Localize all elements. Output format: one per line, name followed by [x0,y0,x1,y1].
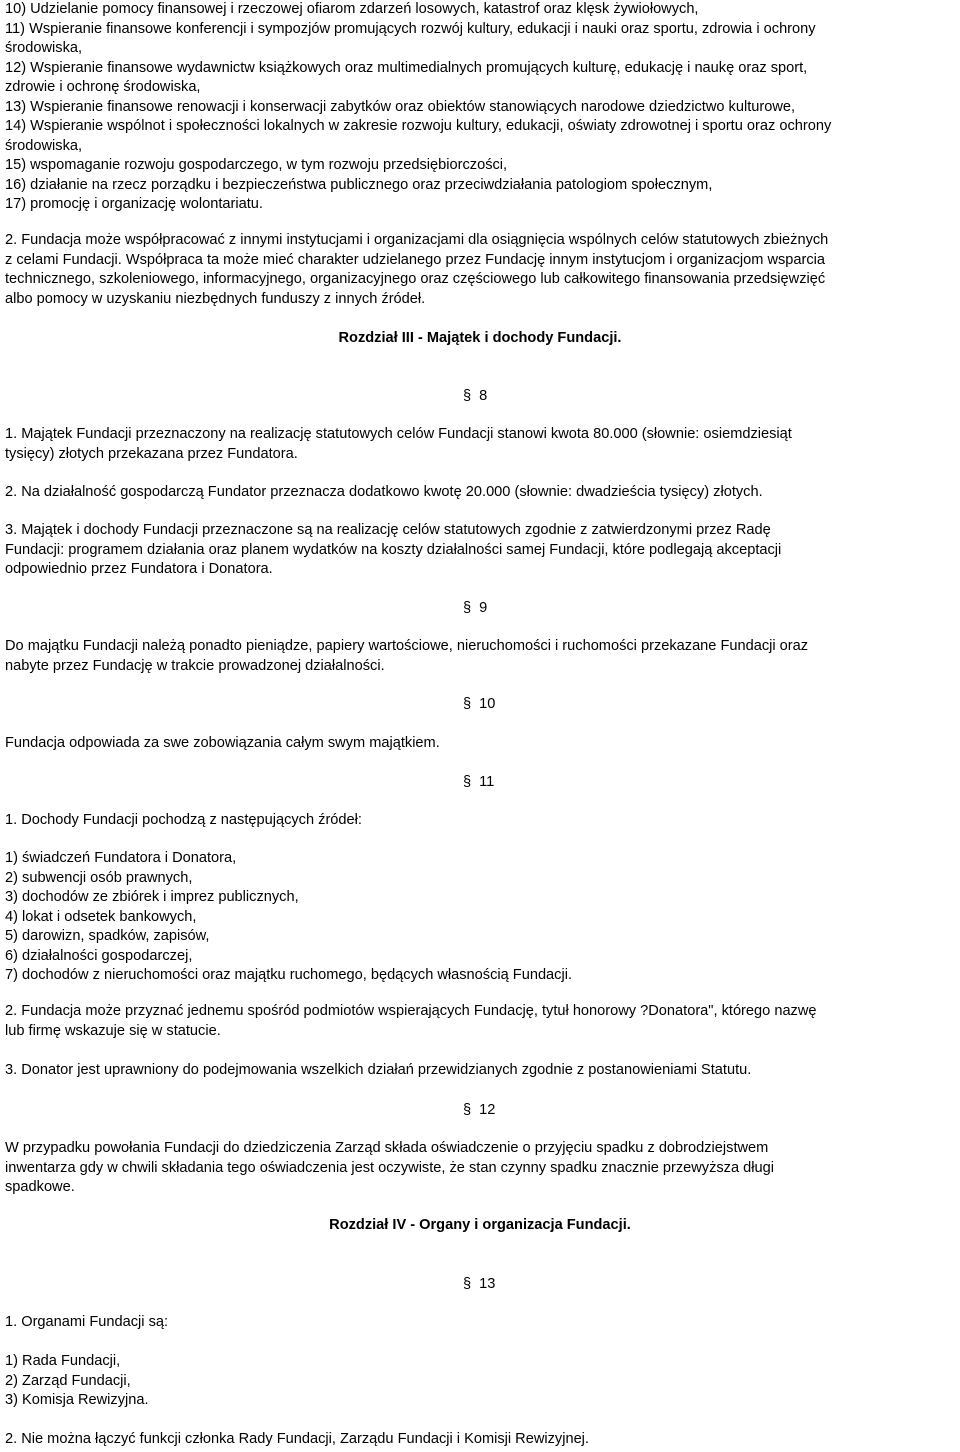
chapter-heading: Rozdział III - Majątek i dochody Fundacji. [338,330,622,346]
text-line: 2. Fundacja może przyznać jednemu spośród podmiotów wspierających Fundację, tytuł honorowy ?Donatora", którego nazwę [5,1003,817,1019]
paragraph-number: 12 [479,1102,496,1118]
text-line: Do majątku Fundacji należą ponadto pieniądze, papiery wartościowe, nieruchomości i ruchomości przekazane Fundacji oraz [5,638,809,654]
text-line: 1. Majątek Fundacji przeznaczony na realizację statutowych celów Fundacji stanowi kwota 80.000 (słownie: osiemdziesiąt [5,426,792,442]
list-item: 1) Rada Fundacji, [5,1353,121,1369]
text-line: tysięcy) złotych przekazana przez Fundatora. [5,445,298,462]
text-line: 3. Majątek i dochody Fundacji przeznaczone są na realizację celów statutowych zgodnie z zatwierdzonymi przez Radę [5,522,771,538]
list-item: 5) darowizn, spadków, zapisów, [5,928,210,944]
text-line: nabyte przez Fundację w trakcie prowadzonej działalności. [5,657,385,674]
text-line: 16) działanie na rzecz porządku i bezpieczeństwa publicznego oraz przeciwdziałania patologiom społecznym, [5,176,713,193]
text-line: środowiska, [5,137,83,154]
text-line: 1. Organami Fundacji są: [5,1314,169,1330]
text-line: 15) wspomaganie rozwoju gospodarczego, w tym rozwoju przedsiębiorczości, [5,157,508,173]
text-line: 2. Fundacja może współpracować z innymi instytucjami i organizacjami dla osiągnięcia wspólnych celów statutowych zbieżnych [5,232,829,248]
section-sign-icon: § [463,1276,472,1292]
paragraph-marker [463,1101,495,1120]
paragraph-marker [463,773,494,792]
text-line: odpowiednio przez Fundatora i Donatora. [5,561,273,577]
section-sign-icon: § [463,388,472,404]
list-item: 6) działalności gospodarczej, [5,947,193,964]
paragraph-number: 11 [479,774,495,790]
text-line: z celami Fundacji. Współpraca ta może mieć charakter udzielanego przez Fundację innym instytucjom i organizacjom wsparcia [5,251,826,268]
list-item: 2) Zarząd Fundacji, [5,1372,131,1389]
paragraph-marker [463,695,495,714]
paragraph-number: 13 [479,1276,496,1292]
text-line: spadkowe. [5,1179,75,1195]
text-line: 12) Wspieranie finansowe wydawnictw książkowych oraz multimedialnych promujących kulturę, edukację i naukę oraz sport, [5,59,808,76]
text-line: 2. Nie można łączyć funkcji członka Rady Fundacji, Zarządu Fundacji i Komisji Rewizyjnej. [5,1431,589,1447]
paragraph-marker [463,1275,495,1294]
text-line: inwentarza gdy w chwili składania tego oświadczenia jest oczywiste, że stan czynny spadku znacznie przewyższa długi [5,1159,774,1176]
text-line: 1. Dochody Fundacji pochodzą z następujących źródeł: [5,812,362,828]
text-line: 10) Udzielanie pomocy finansowej i rzeczowej ofiarom zdarzeń losowych, katastrof oraz klęsk żywiołowych, [5,1,699,17]
section-sign-icon: § [463,1102,472,1118]
paragraph-number: 8 [479,388,488,404]
paragraph-marker [463,387,487,406]
list-item: 3) dochodów ze zbiórek i imprez publicznych, [5,889,299,905]
text-line: 13) Wspieranie finansowe renowacji i konserwacji zabytków oraz obiektów stanowiących narodowe dziedzictwo kulturowe, [5,98,796,115]
list-item: 1) świadczeń Fundatora i Donatora, [5,850,237,866]
text-line: 17) promocję i organizację wolontariatu. [5,196,263,212]
section-sign-icon: § [463,600,472,616]
list-item: 4) lokat i odsetek bankowych, [5,908,197,925]
text-line: 14) Wspieranie wspólnot i społeczności lokalnych w zakresie rozwoju kultury, edukacji, oświaty zdrowotnej i sportu oraz ochrony [5,118,832,134]
section-sign-icon: § [463,696,472,712]
chapter-heading: Rozdział IV - Organy i organizacja Fundacji. [329,1217,631,1233]
list-item: 7) dochodów z nieruchomości oraz majątku ruchomego, będących własnością Fundacji. [5,967,573,983]
paragraph-marker [463,599,487,618]
text-line: W przypadku powołania Fundacji do dziedziczenia Zarząd składa oświadczenie o przyjęciu spadku z dobrodziejstwem [5,1140,769,1156]
text-line: zdrowie i ochronę środowiska, [5,79,201,95]
paragraph-number: 9 [479,600,488,616]
text-line: technicznego, szkoleniowego, informacyjnego, organizacyjnego oraz częściowego lub całkowitego finansowania przedsięwzięć [5,271,826,287]
text-line: lub firmę wskazuje się w statucie. [5,1022,221,1039]
text-line: środowiska, [5,40,83,56]
list-item: 2) subwencji osób prawnych, [5,869,193,886]
paragraph-number: 10 [479,696,496,712]
text-line: 11) Wspieranie finansowe konferencji i sympozjów promujących rozwój kultury, edukacji i nauki oraz sportu, zdrowia i ochrony [5,20,816,37]
text-line: 2. Na działalność gospodarczą Fundator przeznacza dodatkowo kwotę 20.000 (słownie: dwadzieścia tysięcy) złotych. [5,484,763,500]
text-line: Fundacji: programem działania oraz planem wydatków na koszty działalności samej Fundacji, które podlegają akceptacji [5,541,782,558]
text-line: Fundacja odpowiada za swe zobowiązania całym swym majątkiem. [5,735,440,751]
text-line: 3. Donator jest uprawniony do podejmowania wszelkich działań przewidzianych zgodnie z postanowieniami Statutu. [5,1062,752,1078]
list-item: 3) Komisja Rewizyjna. [5,1392,149,1408]
section-sign-icon: § [463,774,472,790]
text-line: albo pomocy w uzyskaniu niezbędnych funduszy z innych źródeł. [5,290,426,307]
